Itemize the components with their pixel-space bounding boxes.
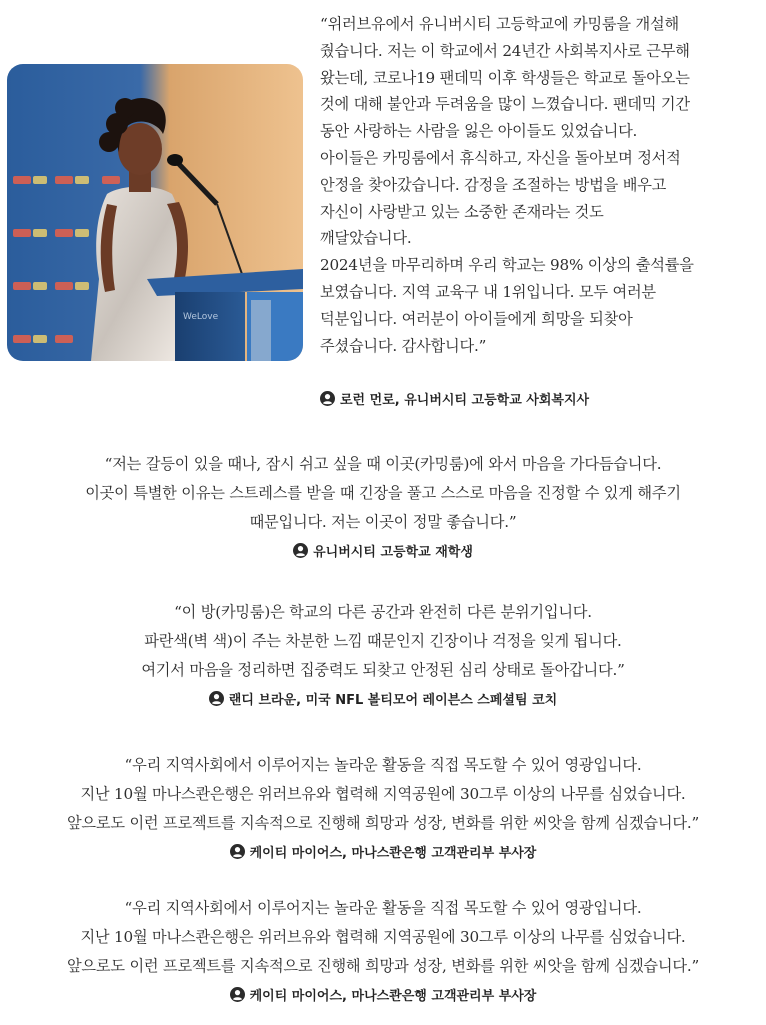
testimonial-quote <box>0 450 766 560</box>
feature-quote-line: 동안 사랑하는 사람을 잃은 아이들도 있었습니다. <box>320 122 638 141</box>
quote-line: 여기서 마음을 정리하면 집중력도 되찾고 안정된 심리 상태로 돌아갑니다.” <box>141 661 625 679</box>
feature-quote-line: “위러브유에서 유니버시티 고등학교에 카밍룸을 개설해 <box>320 15 679 33</box>
feature-quote-line: 것에 대해 불안과 두려움을 많이 느꼈습니다. 팬데믹 기간 <box>320 95 690 114</box>
quote-text <box>0 450 766 537</box>
quote-line: “저는 갈등이 있을 때나, 잠시 쉬고 싶을 때 이곳(카밍룸)에 와서 마음을 가다듬습니다. <box>104 455 662 473</box>
quote-line: 때문입니다. 저는 이곳이 정말 좋습니다.” <box>249 513 517 531</box>
quote-attribution <box>0 541 766 560</box>
testimonial-quote <box>0 894 766 1004</box>
quote-line: 지난 10월 마나스콴은행은 위러브유와 협력해 지역공원에 30그루 이상의 나무를 심었습니다. <box>80 928 686 946</box>
feature-quote-line: 자신이 사랑받고 있는 소중한 존재라는 것도 <box>320 202 604 221</box>
person-circle-icon <box>209 691 224 706</box>
feature-quote-line: 왔는데, 코로나19 팬데믹 이후 학생들은 학교로 돌아오는 <box>320 68 690 87</box>
feature-testimonial <box>0 0 766 412</box>
attribution-text: 로런 먼로, 유니버시티 고등학교 사회복지사 <box>340 393 590 408</box>
attribution-text: 케이티 마이어스, 마나스콴은행 고객관리부 부사장 <box>249 846 537 861</box>
quote-line: 파란색(벽 색)이 주는 차분한 느낌 때문인지 긴장이나 걱정을 잊게 됩니다. <box>144 632 622 650</box>
feature-quote-line: 아이들은 카밍룸에서 휴식하고, 자신을 돌아보며 정서적 <box>320 148 681 167</box>
attribution-text: 유니버시티 고등학교 재학생 <box>313 545 473 560</box>
feature-quote-line: 2024년을 마무리하며 우리 학교는 98% 이상의 출석률을 <box>320 256 694 275</box>
person-circle-icon <box>293 543 308 558</box>
feature-quote-line: 안정을 찾아갔습니다. 감정을 조절하는 방법을 배우고 <box>320 175 667 194</box>
feature-attribution <box>320 389 589 408</box>
quote-attribution <box>0 842 766 861</box>
person-circle-icon <box>230 844 245 859</box>
quote-attribution <box>0 985 766 1004</box>
quote-text <box>0 751 766 838</box>
testimonial-quote <box>0 751 766 861</box>
quote-line: “우리 지역사회에서 이루어지는 놀라운 활동을 직접 목도할 수 있어 영광입니다. <box>124 756 642 774</box>
feature-quote <box>320 11 740 359</box>
attribution-text: 케이티 마이어스, 마나스콴은행 고객관리부 부사장 <box>249 989 537 1004</box>
quote-line: “이 방(카밍룸)은 학교의 다른 공간과 완전히 다른 분위기입니다. <box>174 603 592 621</box>
svg-text:WeLove: WeLove <box>183 312 219 322</box>
quote-text <box>0 894 766 981</box>
quote-line: 앞으로도 이런 프로젝트를 지속적으로 진행해 희망과 성장, 변화를 위한 씨앗을 함께 심겠습니다.” <box>66 814 700 832</box>
feature-quote-line: 깨달았습니다. <box>320 229 412 248</box>
feature-quote-line: 덕분입니다. 여러분이 아이들에게 희망을 되찾아 <box>320 309 633 328</box>
feature-quote-line: 보였습니다. 지역 교육구 내 1위입니다. 모두 여러분 <box>320 282 656 301</box>
quote-line: “우리 지역사회에서 이루어지는 놀라운 활동을 직접 목도할 수 있어 영광입니다. <box>124 899 642 917</box>
feature-quote-line: 주셨습니다. 감사합니다.” <box>320 336 487 355</box>
quote-line: 앞으로도 이런 프로젝트를 지속적으로 진행해 희망과 성장, 변화를 위한 씨앗을 함께 심겠습니다.” <box>66 957 700 975</box>
quote-text <box>0 598 766 685</box>
person-circle-icon <box>230 987 245 1002</box>
attribution-text: 랜디 브라운, 미국 NFL 볼티모어 레이븐스 스페셜팀 코치 <box>228 693 558 708</box>
testimonial-quote <box>0 598 766 708</box>
feature-quote-line: 줬습니다. 저는 이 학교에서 24년간 사회복지사로 근무해 <box>320 41 690 60</box>
quote-line: 지난 10월 마나스콴은행은 위러브유와 협력해 지역공원에 30그루 이상의 나무를 심었습니다. <box>80 785 686 803</box>
person-circle-icon <box>320 391 335 406</box>
quote-line: 이곳이 특별한 이유는 스트레스를 받을 때 긴장을 풀고 스스로 마음을 진정할 수 있게 해주기 <box>85 484 681 502</box>
speaker-photo <box>7 64 303 361</box>
quote-attribution <box>0 689 766 708</box>
